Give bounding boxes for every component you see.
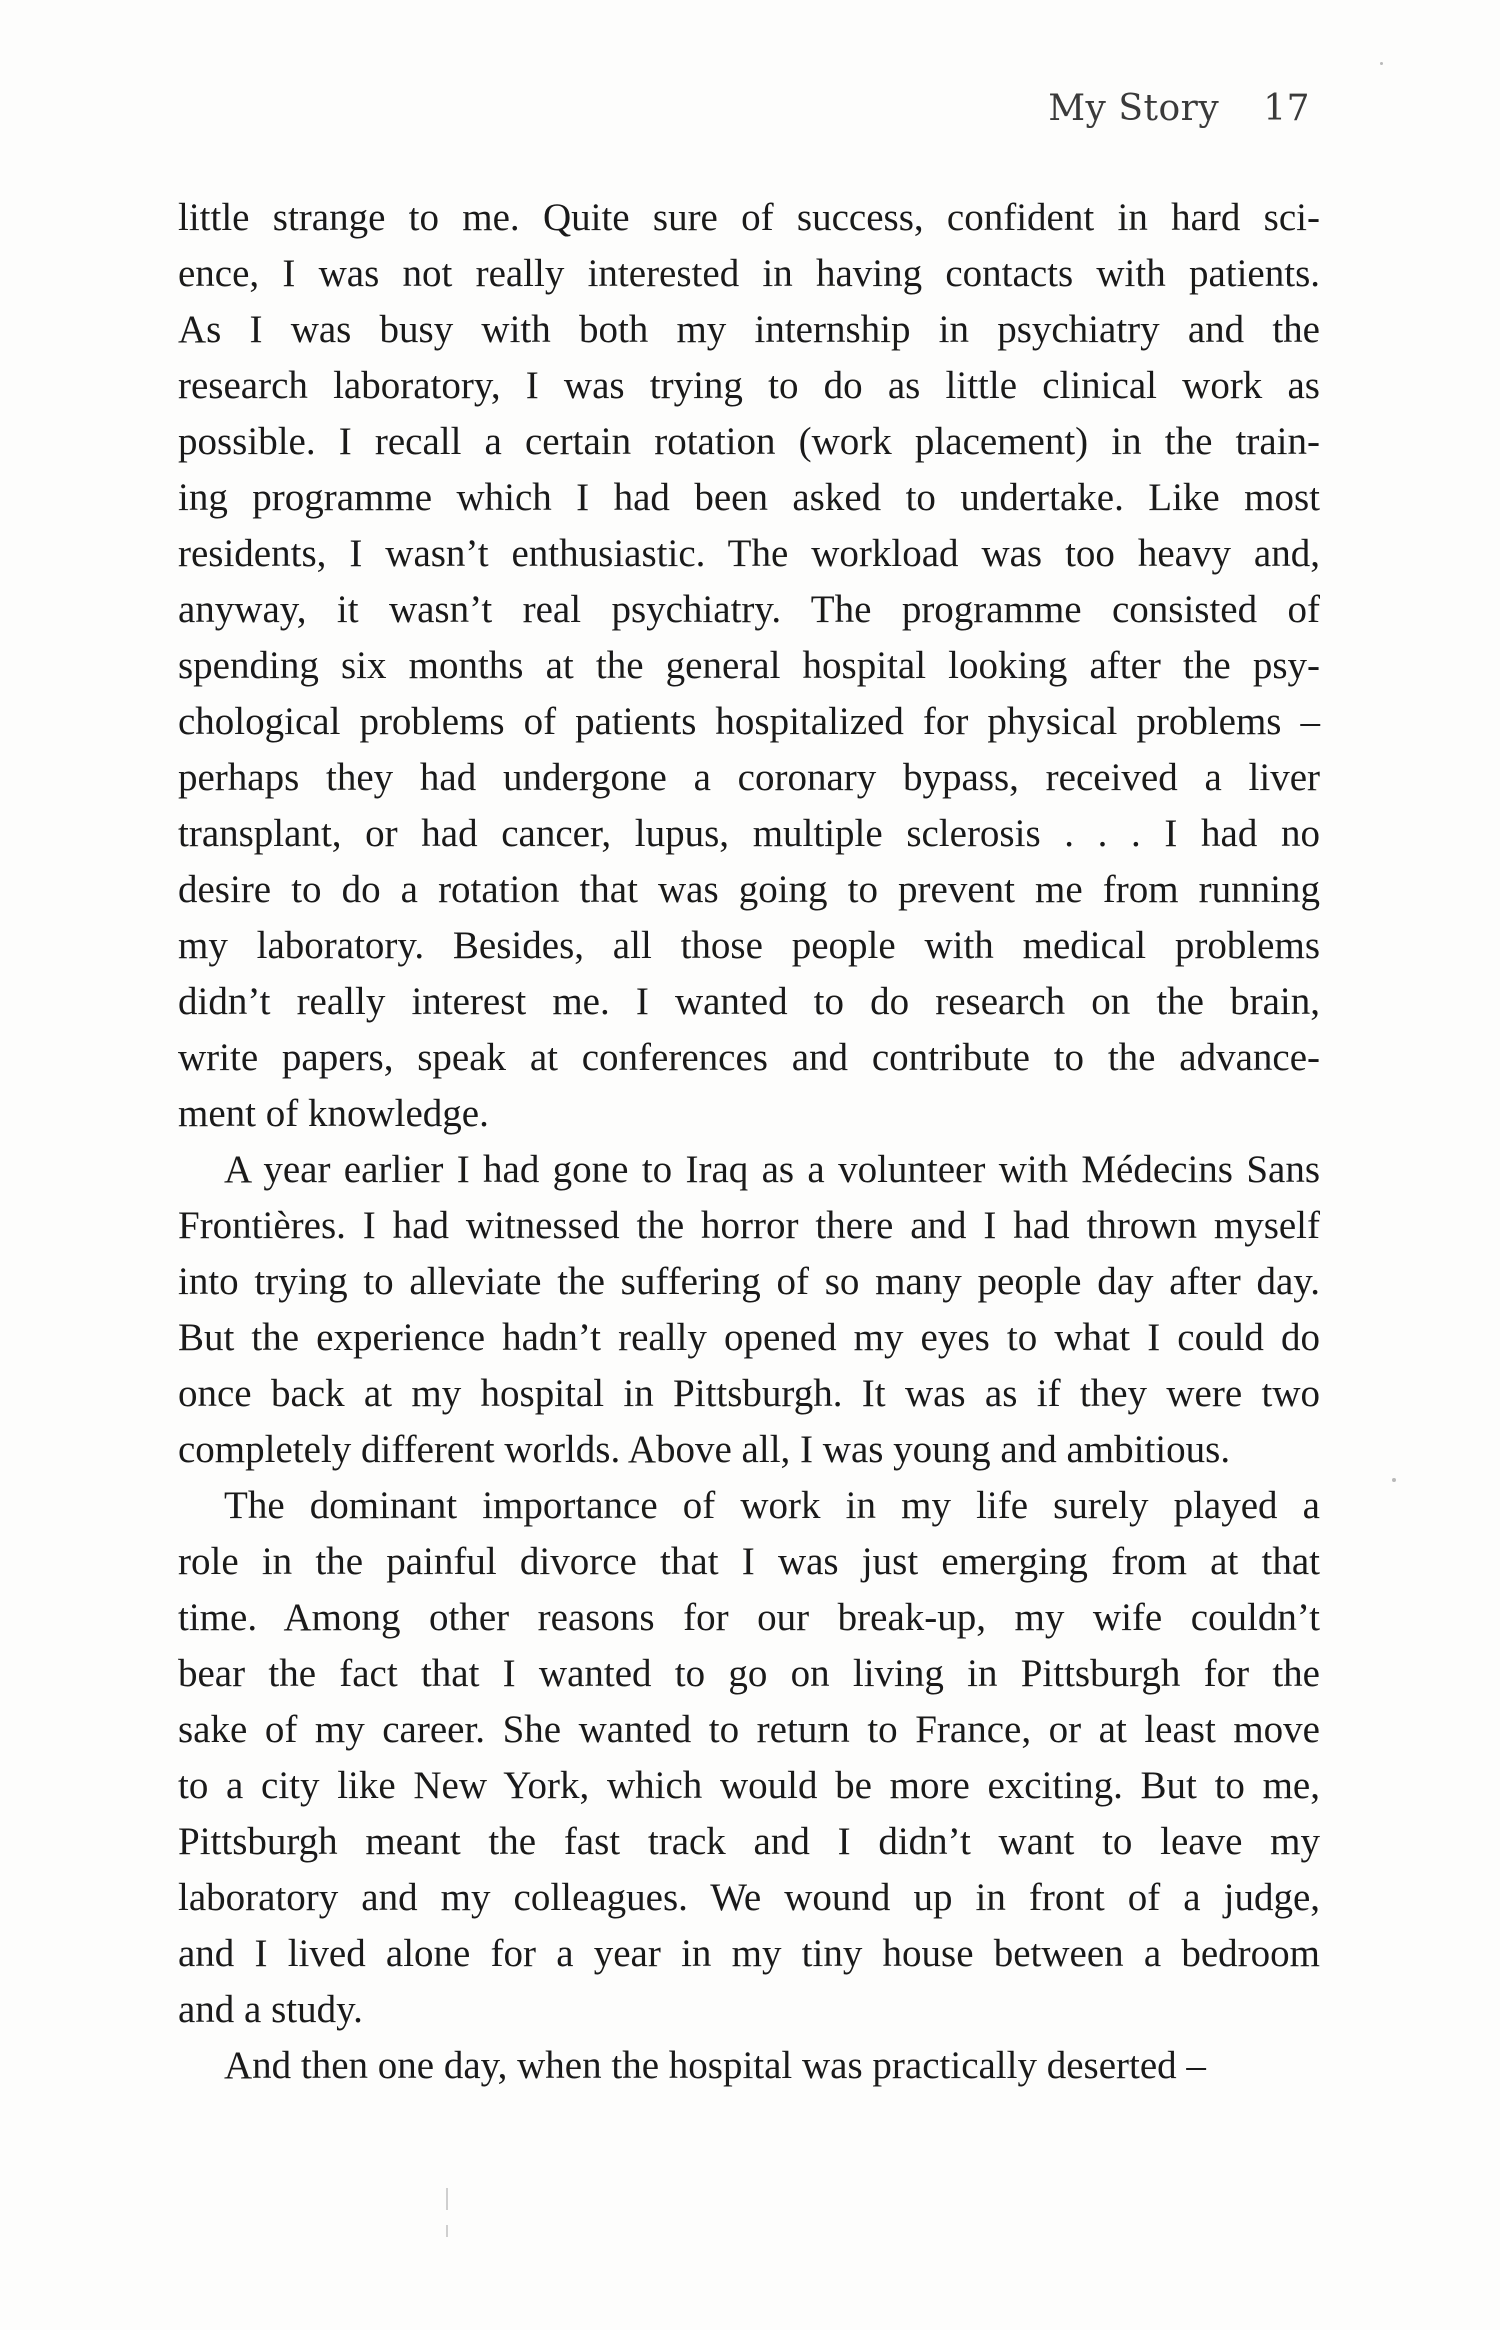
text-line: and a study. (178, 1988, 363, 2031)
text-line: desire to do a rotation that was going to prevent me from running (178, 868, 1320, 911)
text-line: chological problems of patients hospitalized for physical problems – (178, 700, 1320, 743)
text-line: ment of knowledge. (178, 1092, 489, 1135)
text-line: didn’t really interest me. I wanted to do research on the brain, (178, 980, 1320, 1023)
text-line: residents, I wasn’t enthusiastic. The workload was too heavy and, (178, 532, 1320, 575)
scan-scratch (446, 2225, 448, 2237)
text-line: into trying to alleviate the suffering of so many people day after day. (178, 1260, 1320, 1303)
paragraph (178, 190, 1320, 1142)
text-line: write papers, speak at conferences and contribute to the advance- (178, 1036, 1320, 1079)
text-line: possible. I recall a certain rotation (work placement) in the train- (178, 420, 1320, 463)
text-line: my laboratory. Besides, all those people with medical problems (178, 924, 1320, 967)
text-line: anyway, it wasn’t real psychiatry. The programme consisted of (178, 588, 1320, 631)
text-line: bear the fact that I wanted to go on living in Pittsburgh for the (178, 1652, 1320, 1695)
text-line: Pittsburgh meant the fast track and I didn’t want to leave my (178, 1820, 1320, 1863)
text-line: laboratory and my colleagues. We wound up in front of a judge, (178, 1876, 1320, 1919)
text-line: As I was busy with both my internship in psychiatry and the (178, 308, 1320, 351)
text-line: time. Among other reasons for our break-up, my wife couldn’t (178, 1596, 1320, 1639)
text-line: Frontières. I had witnessed the horror there and I had thrown myself (178, 1204, 1320, 1247)
text-line: But the experience hadn’t really opened my eyes to what I could do (178, 1316, 1320, 1359)
running-head (1048, 88, 1310, 129)
text-line: and I lived alone for a year in my tiny house between a bedroom (178, 1932, 1320, 1975)
text-line: sake of my career. She wanted to return to France, or at least move (178, 1708, 1320, 1751)
paragraph (178, 2038, 1320, 2094)
text-line: completely different worlds. Above all, I was young and ambitious. (178, 1428, 1231, 1471)
text-line: And then one day, when the hospital was practically deserted – (224, 2044, 1206, 2087)
text-line: ence, I was not really interested in having contacts with patients. (178, 252, 1320, 295)
text-line: little strange to me. Quite sure of success, confident in hard sci- (178, 196, 1320, 239)
text-line: transplant, or had cancer, lupus, multiple sclerosis . . . I had no (178, 812, 1320, 855)
scan-speck (1380, 62, 1383, 65)
text-line: spending six months at the general hospital looking after the psy- (178, 644, 1320, 687)
page-number: 17 (1263, 88, 1310, 129)
text-line: A year earlier I had gone to Iraq as a volunteer with Médecins Sans (224, 1148, 1320, 1191)
text-line: role in the painful divorce that I was just emerging from at that (178, 1540, 1320, 1583)
text-line: The dominant importance of work in my life surely played a (224, 1484, 1320, 1527)
scan-scratch (446, 2188, 448, 2210)
body-text (178, 190, 1320, 2094)
text-line: once back at my hospital in Pittsburgh. It was as if they were two (178, 1372, 1320, 1415)
text-line: to a city like New York, which would be more exciting. But to me, (178, 1764, 1320, 1807)
text-line: research laboratory, I was trying to do as little clinical work as (178, 364, 1320, 407)
paragraph (178, 1478, 1320, 2038)
scan-speck (1392, 1478, 1396, 1482)
running-head-title: My Story (1048, 88, 1220, 129)
text-line: ing programme which I had been asked to undertake. Like most (178, 476, 1320, 519)
text-line: perhaps they had undergone a coronary bypass, received a liver (178, 756, 1320, 799)
paragraph (178, 1142, 1320, 1478)
